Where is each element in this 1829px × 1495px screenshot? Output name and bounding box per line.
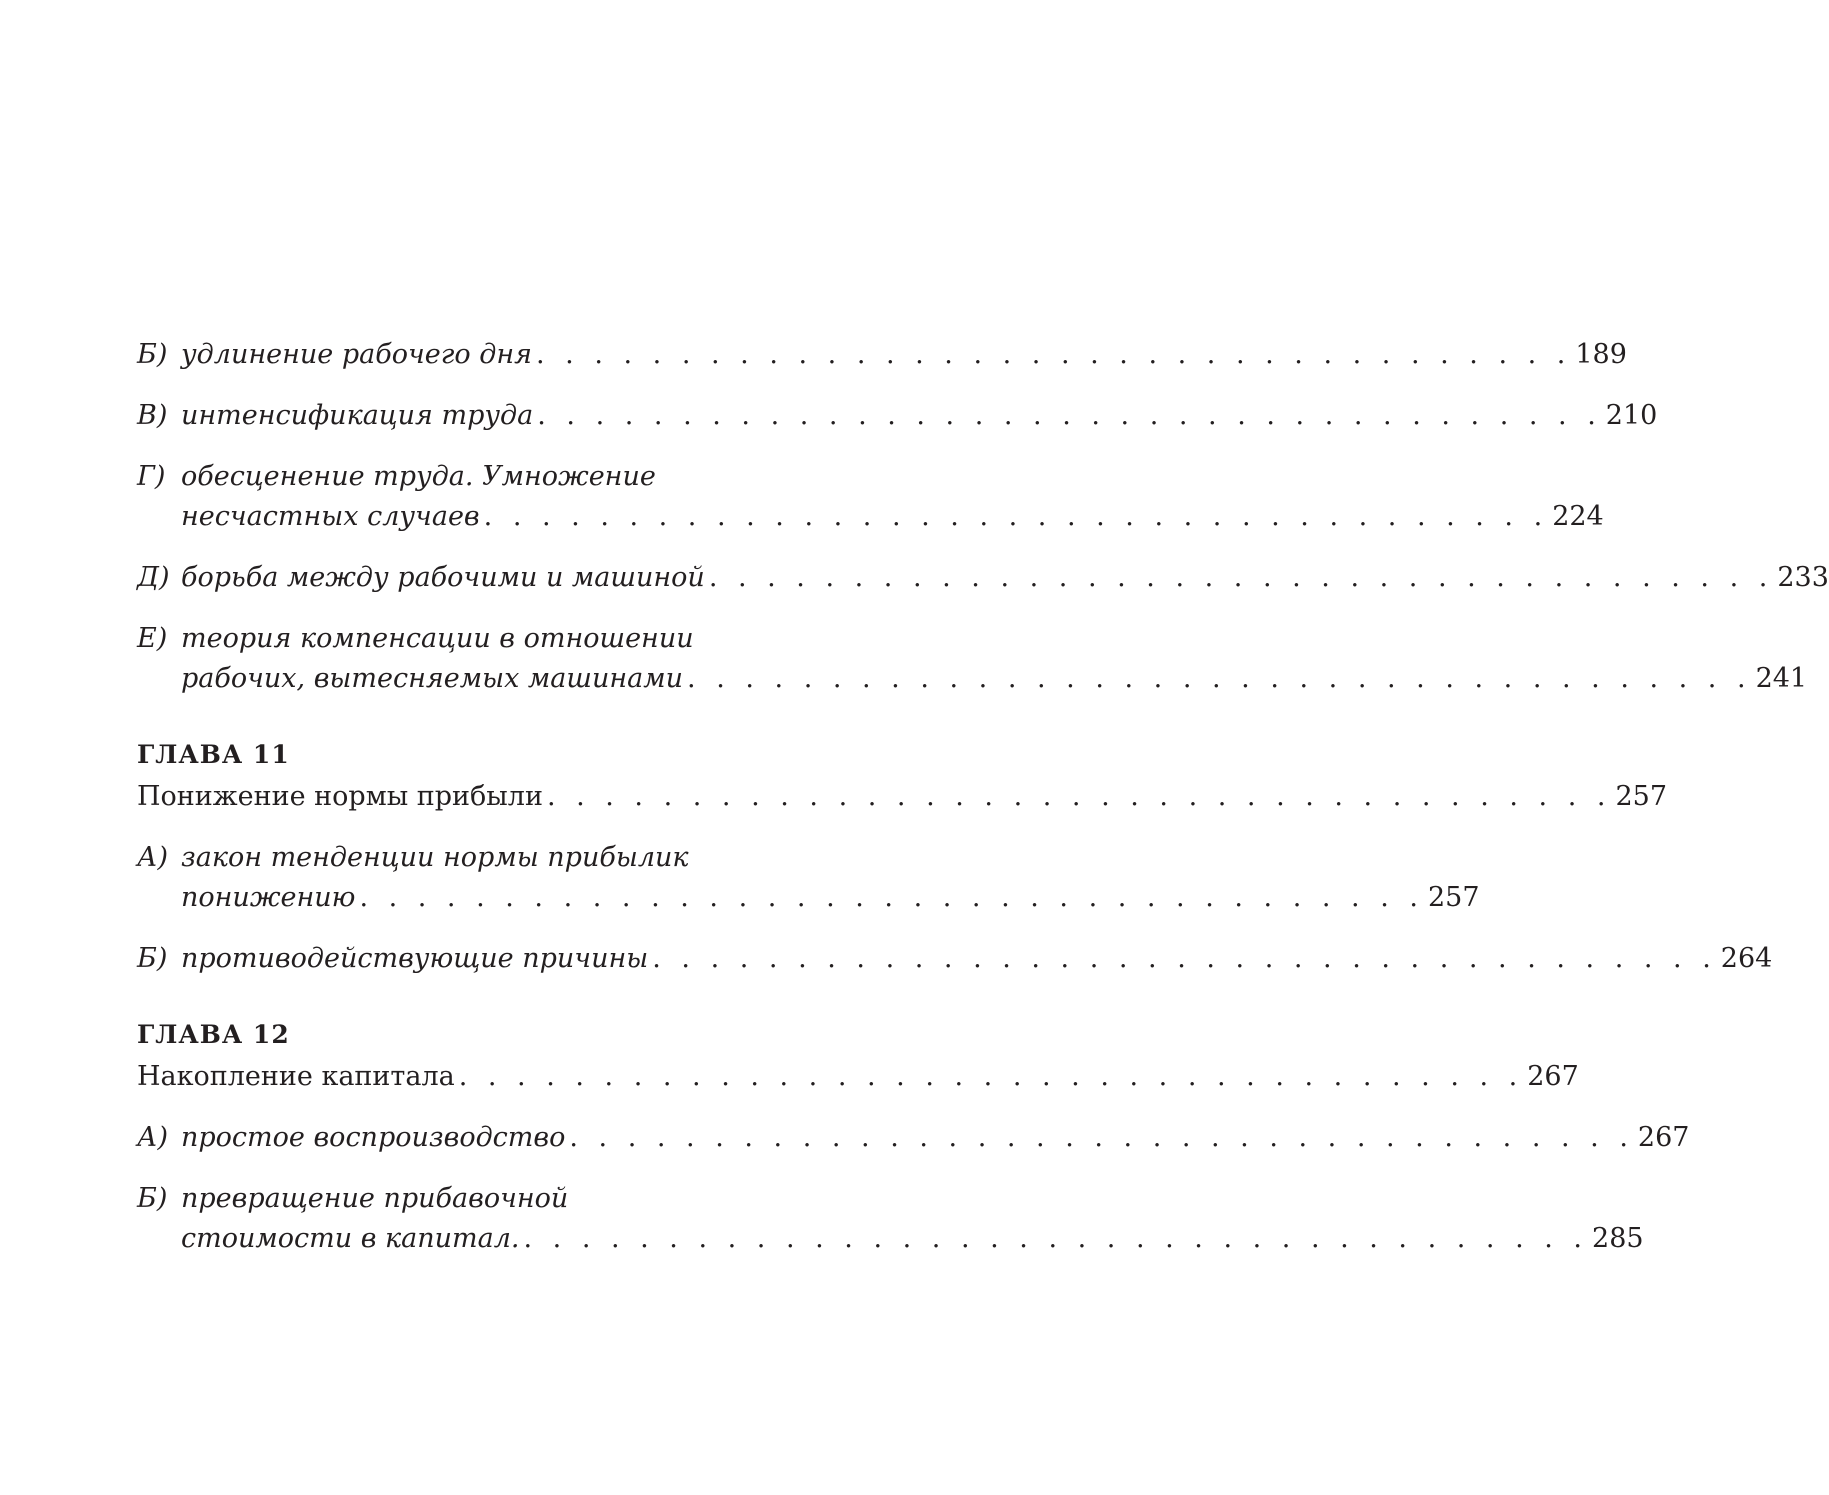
entry-page-number: 189: [1575, 339, 1627, 370]
chapter-title-entry[interactable]: [137, 777, 1668, 817]
chapter-title: Понижение нормы прибыли: [137, 781, 543, 812]
entry-letter: В): [137, 400, 168, 431]
entry-letter: Б): [137, 1183, 168, 1214]
entry-title: противодействующие причины: [181, 943, 649, 974]
chapter-heading: ГЛАВА 12: [137, 1020, 290, 1049]
entry-letter: Е): [137, 623, 168, 654]
toc-entry[interactable]: [137, 939, 1773, 979]
dot-leader: . . . . . . . . . . . . . . . . . . . . . . . . . . . . . . . . . . . . .: [687, 663, 1752, 694]
entry-page-number: 210: [1605, 400, 1658, 431]
entry-letter: А): [137, 1122, 168, 1153]
entry-title: простое воспроизводство: [181, 1122, 566, 1153]
toc-entry[interactable]: [137, 838, 1480, 918]
dot-leader: . . . . . . . . . . . . . . . . . . . . . . . . . . . . . . . . . . . . .: [458, 1061, 1524, 1092]
dot-leader: . . . . . . . . . . . . . . . . . . . . . . . . . . . . . . . . . . . . .: [537, 400, 1602, 431]
entry-title-line1: закон тенденции нормы прибылик: [181, 842, 689, 873]
chapter-title: Накопление капитала: [137, 1061, 455, 1092]
toc-section-continued: [137, 335, 1829, 699]
toc-entry[interactable]: [137, 558, 1829, 598]
entry-letter: Б): [137, 339, 168, 370]
dot-leader: . . . . . . . . . . . . . . . . . . . . . . . . . . . . . . . . . . . . .: [483, 501, 1549, 532]
entry-letter: Б): [137, 943, 168, 974]
toc-entry[interactable]: [137, 1118, 1690, 1158]
entry-letter: А): [137, 842, 168, 873]
entry-page-number: 241: [1755, 663, 1808, 694]
entry-title: стоимости в капитал.: [181, 1223, 520, 1254]
entry-title: несчастных случаев: [181, 501, 480, 532]
entry-page-number: 267: [1637, 1122, 1690, 1153]
entry-title: понижению: [181, 882, 356, 913]
chapter-title-entry[interactable]: [137, 1057, 1579, 1097]
toc-section-chapter-12: [137, 1015, 1690, 1259]
entry-title-line1: обесценение труда. Умножение: [181, 461, 656, 492]
toc-entry[interactable]: [137, 1179, 1644, 1259]
toc-entry[interactable]: [137, 335, 1627, 375]
toc-entry[interactable]: [137, 457, 1604, 537]
dot-leader: . . . . . . . . . . . . . . . . . . . . . . . . . . . . . . . . . . . . .: [359, 882, 1424, 913]
dot-leader: . . . . . . . . . . . . . . . . . . . . . . . . . . . . . . . . . . . .: [536, 339, 1572, 370]
entry-title: борьба между рабочими и машиной: [181, 562, 705, 593]
entry-page-number: 267: [1527, 1061, 1579, 1092]
entry-page-number: 285: [1592, 1223, 1644, 1254]
toc-section-chapter-11: [137, 735, 1773, 979]
entry-title-line1: превращение прибавочной: [181, 1183, 569, 1214]
entry-letter: Д): [137, 562, 170, 593]
entry-title-line1: теория компенсации в отношении: [181, 623, 694, 654]
dot-leader: . . . . . . . . . . . . . . . . . . . . . . . . . . . . . . . . . . . . .: [652, 943, 1717, 974]
toc-entry[interactable]: [137, 619, 1808, 699]
dot-leader: . . . . . . . . . . . . . . . . . . . . . . . . . . . . . . . . . . . . .: [708, 562, 1774, 593]
entry-title: рабочих, вытесняемых машинами: [181, 663, 684, 694]
toc-entry[interactable]: [137, 396, 1658, 436]
dot-leader: . . . . . . . . . . . . . . . . . . . . . . . . . . . . . . . . . . . . .: [569, 1122, 1634, 1153]
dot-leader: . . . . . . . . . . . . . . . . . . . . . . . . . . . . . . . . . . . . .: [523, 1223, 1589, 1254]
entry-title: удлинение рабочего дня: [181, 339, 532, 370]
entry-title: интенсификация труда: [181, 400, 534, 431]
entry-page-number: 257: [1427, 882, 1480, 913]
chapter-heading: ГЛАВА 11: [137, 740, 290, 769]
entry-page-number: 257: [1615, 781, 1668, 812]
entry-page-number: 224: [1552, 501, 1604, 532]
entry-letter: Г): [137, 461, 166, 492]
entry-page-number: 233: [1777, 562, 1829, 593]
entry-page-number: 264: [1720, 943, 1773, 974]
table-of-contents: [137, 335, 1829, 1280]
dot-leader: . . . . . . . . . . . . . . . . . . . . . . . . . . . . . . . . . . . . .: [546, 781, 1612, 812]
